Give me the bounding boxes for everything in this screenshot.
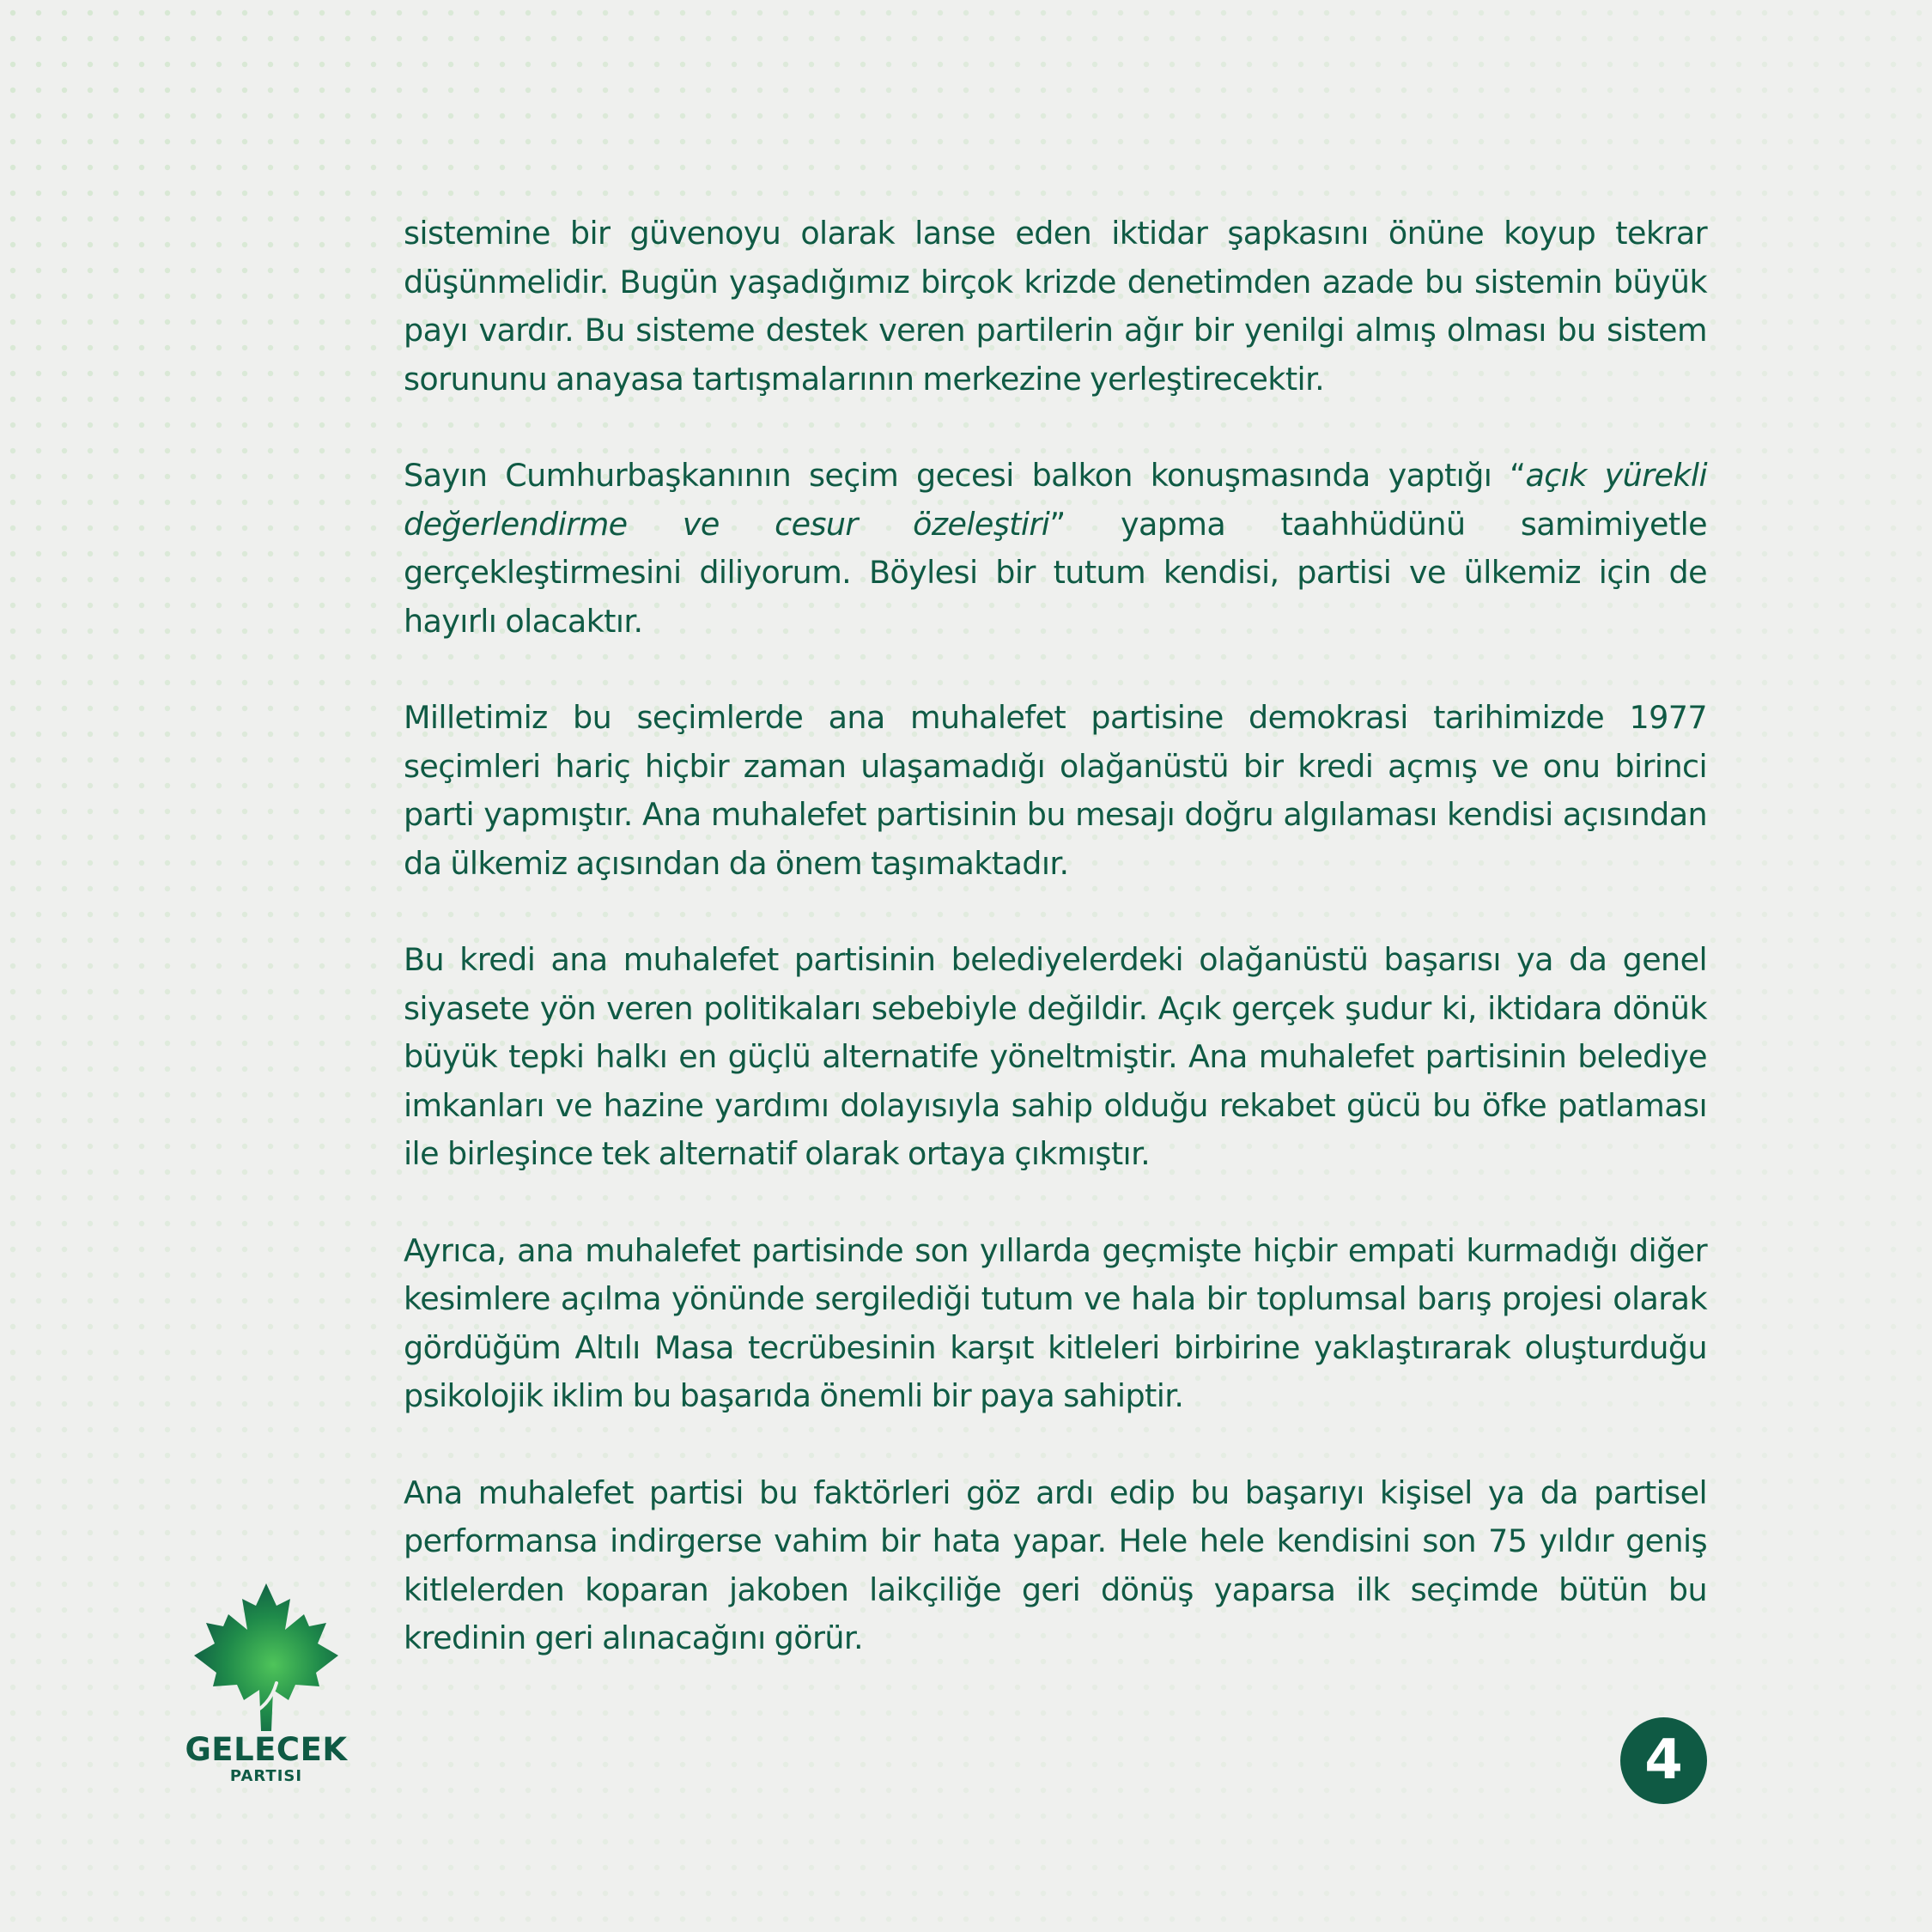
paragraph-1: sistemine bir güvenoyu olarak lanse eden iktidar şapkasını önüne koyup tekrar düşünmelidir. Bugün yaşadığımız birçok krizde denetimden azade bu sistemin büyük payı vardır. Bu sisteme destek veren partilerin ağır bir yenilgi almış olması bu sistem sorununu anayasa tartışmalarının merkezine yerleştirecektir. — [404, 215, 1707, 398]
paragraph-2-before: Sayın Cumhurbaşkanının seçim gecesi balkon konuşmasında yaptığı “ — [404, 457, 1526, 494]
paragraph-4: Bu kredi ana muhalefet partisinin belediyelerdeki olağanüstü başarısı ya da genel siyasete yön veren politikaları sebebiyle değildir. Açık gerçek şudur ki, iktidara dönük büyük tepki halkı en güçlü alternatife yöneltmiştir. Ana muhalefet partisinin belediye imkanları ve hazine yardımı dolayısıyla sahip olduğu rekabet gücü bu öfke patlaması ile birleşince tek alternatif olarak ortaya çıkmıştır. — [404, 941, 1707, 1172]
maple-leaf-icon — [187, 1580, 345, 1731]
article-body — [404, 210, 1707, 1711]
logo-name: GELECEK — [185, 1731, 348, 1768]
paragraph-3: Milletimiz bu seçimlerde ana muhalefet partisine demokrasi tarihimizde 1977 seçimleri hariç hiçbir zaman ulaşamadığı olağanüstü bir kredi açmış ve onu birinci parti yapmıştır. Ana muhalefet partisinin bu mesajı doğru algılaması kendisi açısından da ülkemiz açısından da önem taşımaktadır. — [404, 699, 1707, 882]
paragraph-2 — [404, 452, 1707, 646]
page-number-badge: 4 — [1620, 1717, 1707, 1804]
paragraph-2-after: ” yapma taahhüdünü samimiyetle gerçekleştirmesini diliyorum. Böylesi bir tutum kendisi, partisi ve ülkemiz için de hayırlı olacaktır. — [404, 505, 1707, 640]
paragraph-2-quote: açık yürekli değerlendirme ve cesur özeleştiri — [404, 457, 1708, 543]
party-logo — [180, 1580, 352, 1786]
paragraph-5: Ayrıca, ana muhalefet partisinde son yıllarda geçmişte hiçbir empati kurmadığı diğer kesimlere açılma yönünde sergilediği tutum ve hala bir toplumsal barış projesi olarak gördüğüm Altılı Masa tecrübesinin karşıt kitleleri birbirine yaklaştırarak oluşturduğu psikolojik iklim bu başarıda önemli bir paya sahiptir. — [404, 1231, 1707, 1414]
paragraph-6: Ana muhalefet partisi bu faktörleri göz ardı edip bu başarıyı kişisel ya da partisel performansa indirgerse vahim bir hata yapar. Hele hele kendisini son 75 yıldır geniş kitlelerden koparan jakoben laikçiliğe geri dönüş yaparsa ilk seçimde bütün bu kredinin geri alınacağını görür. — [404, 1473, 1707, 1656]
logo-subtitle: PARTISI — [229, 1767, 303, 1785]
